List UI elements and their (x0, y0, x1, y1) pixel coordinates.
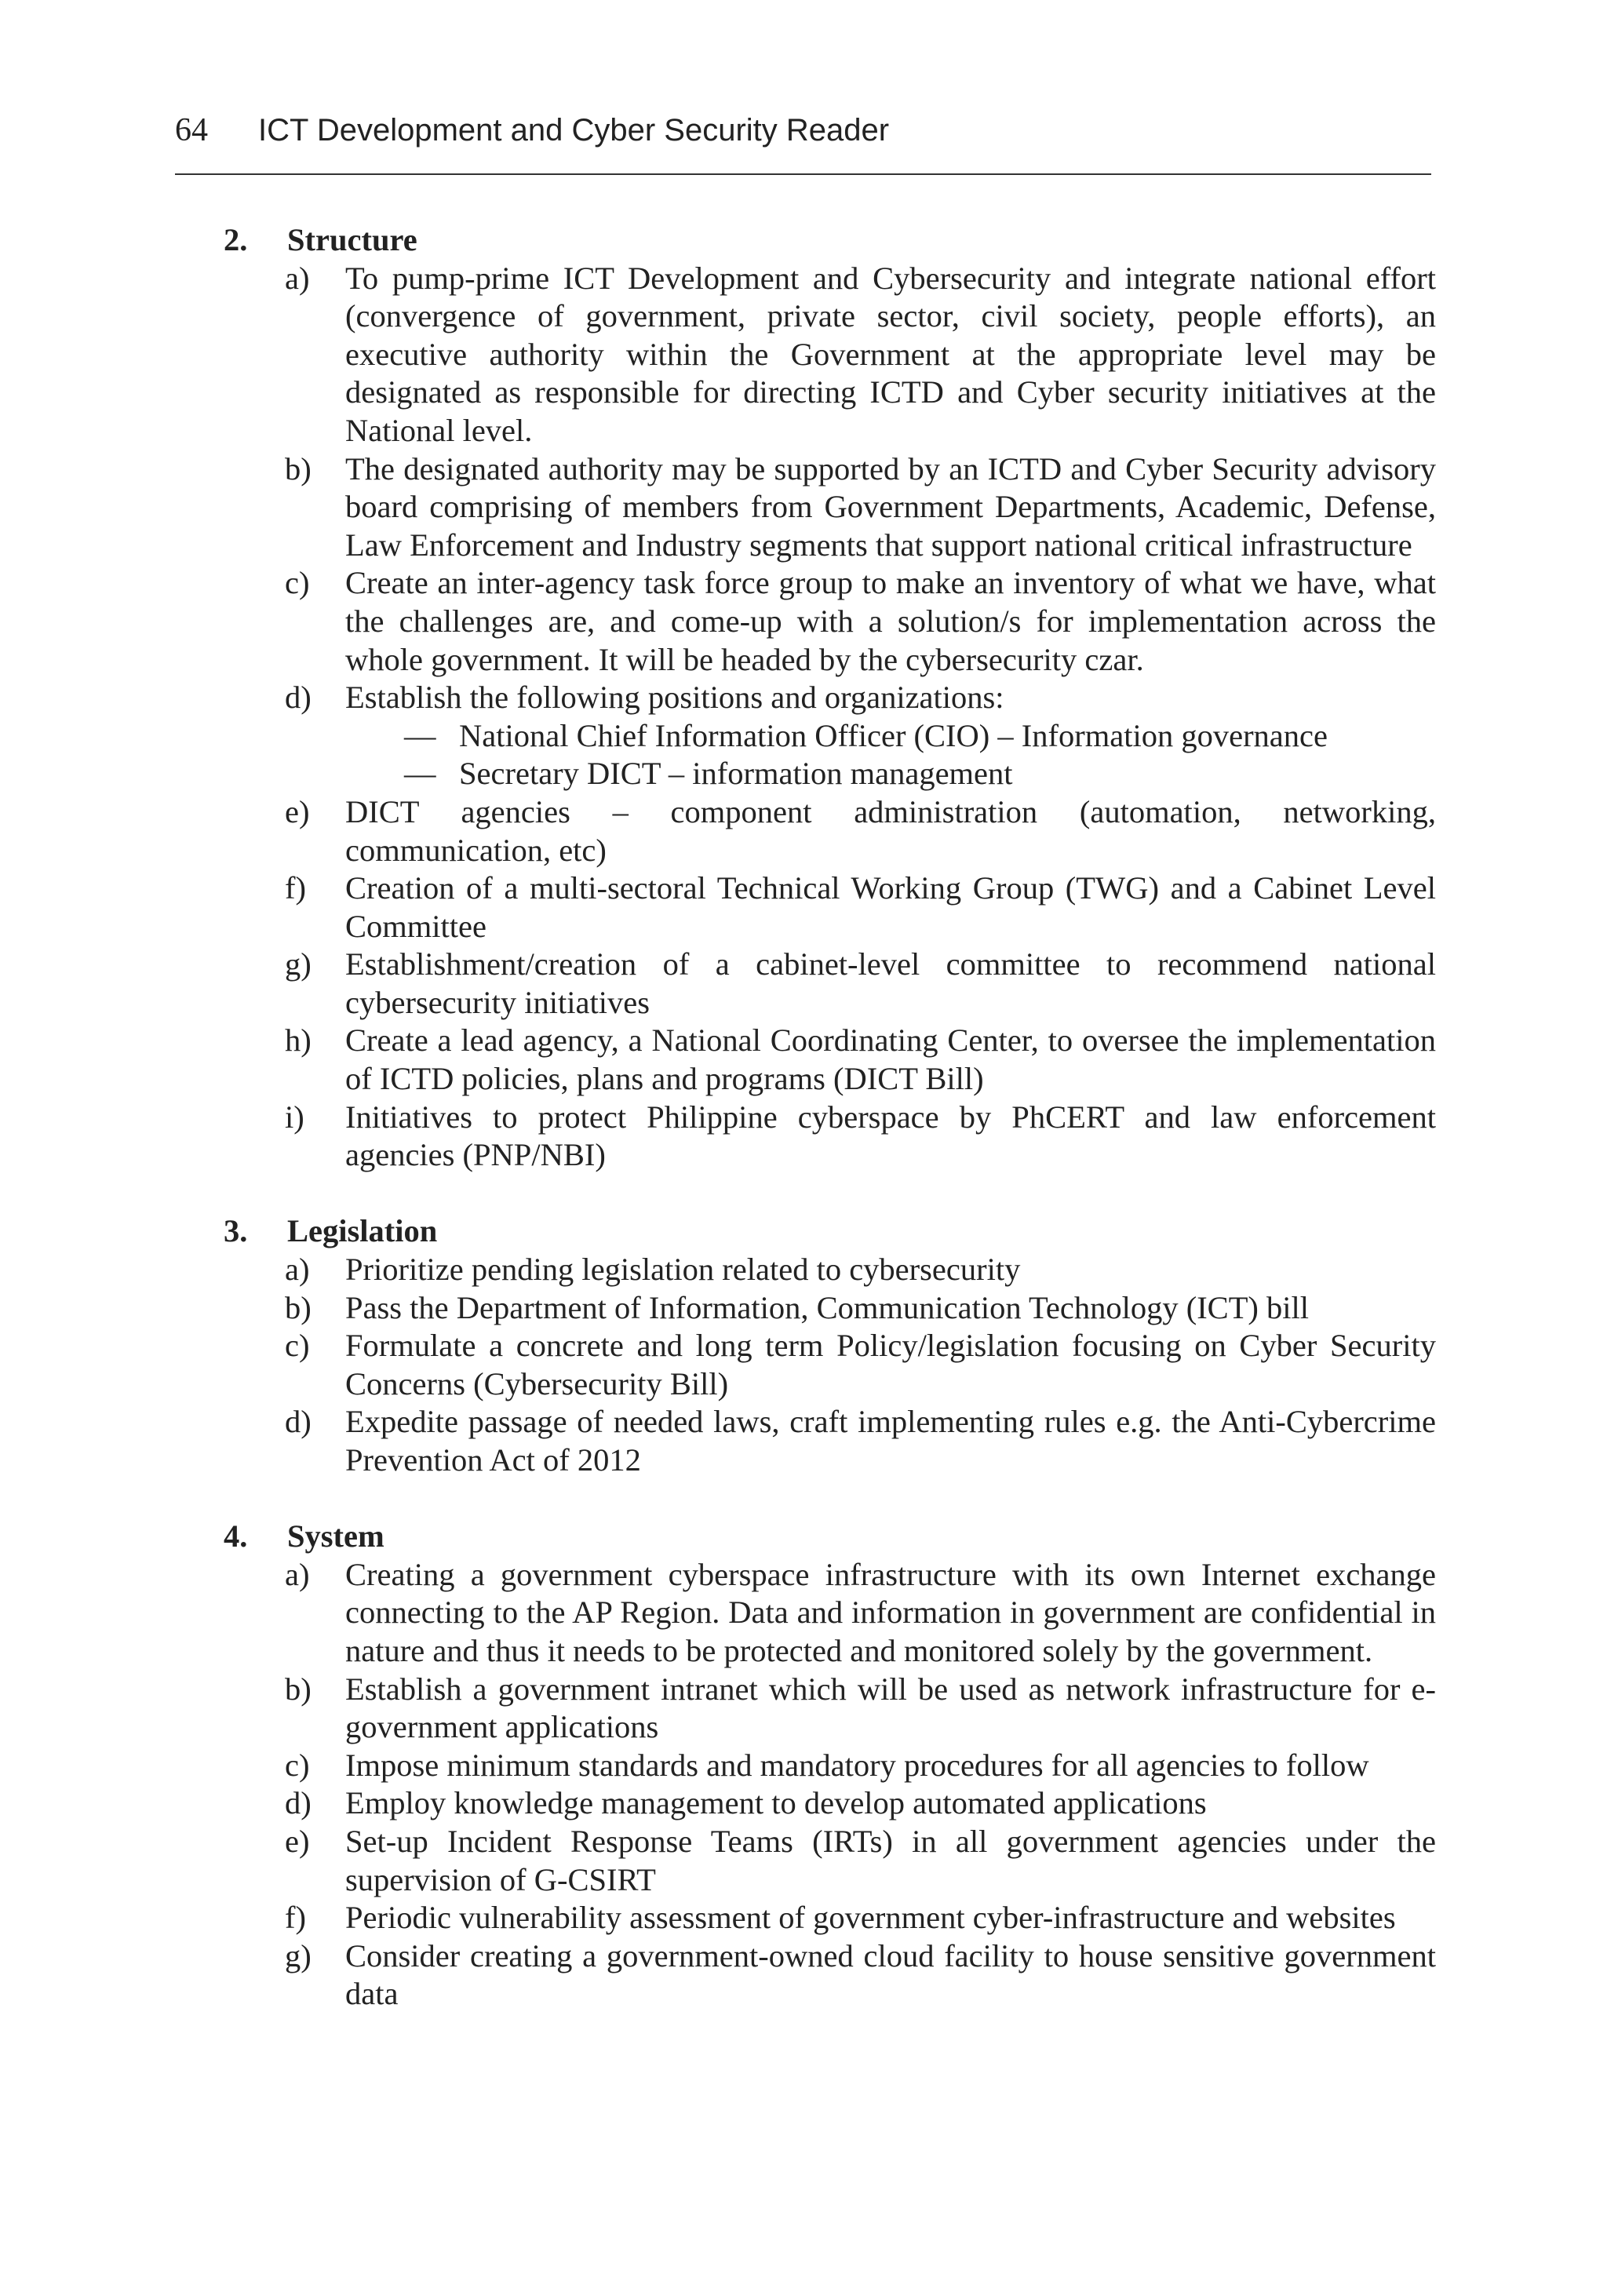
item-text: Set-up Incident Response Teams (IRTs) in all government agencies under the supervision of G-CSIRT (345, 1823, 1436, 1897)
dash-bullet: — (404, 756, 436, 792)
sub-item (224, 717, 1436, 756)
item-text: Expedite passage of needed laws, craft implementing rules e.g. the Anti-Cybercrime Prevention Act of 2012 (345, 1404, 1436, 1478)
item-letter: e) (285, 793, 310, 829)
item-letter: c) (285, 565, 310, 601)
list-item (224, 1747, 1436, 1785)
list-item (224, 946, 1436, 1022)
item-letter: a) (285, 260, 310, 296)
item-letter: e) (285, 1823, 310, 1859)
sub-item-text: National Chief Information Officer (CIO) – Information governance (459, 717, 1328, 753)
item-letter: a) (285, 1556, 310, 1592)
section-structure (224, 221, 1436, 1175)
item-text: Impose minimum standards and mandatory procedures for all agencies to follow (345, 1747, 1369, 1783)
item-text: Prioritize pending legislation related to cybersecurity (345, 1252, 1021, 1288)
item-text: Creating a government cyberspace infrastructure with its own Internet exchange connecting to the AP Region. Data and information in government are confidential in nature and thus it needs to be protected and monitored solely by the government. (345, 1556, 1436, 1668)
item-text: The designated authority may be supported by an ICTD and Cyber Security advisory board comprising of members from Government Departments, Academic, Defense, Law Enforcement and Industry segments that support national critical infrastructure (345, 450, 1436, 563)
list-item (224, 1784, 1436, 1823)
section-title: Legislation (287, 1213, 438, 1249)
item-letter: f) (285, 1900, 306, 1936)
section-heading (224, 1518, 1436, 1556)
section-number: 4. (224, 1518, 248, 1554)
list-item (224, 1556, 1436, 1671)
section-legislation (224, 1212, 1436, 1479)
list-item (224, 1289, 1436, 1328)
header-rule (175, 173, 1431, 175)
list-item (224, 1022, 1436, 1098)
item-letter: d) (285, 680, 312, 716)
item-text: Consider creating a government-owned cloud facility to house sensitive government data (345, 1937, 1436, 2012)
page-number: 64 (175, 112, 208, 148)
section-number: 3. (224, 1213, 248, 1249)
item-letter: h) (285, 1022, 312, 1059)
list-item (224, 1327, 1436, 1403)
item-text: Create a lead agency, a National Coordinating Center, to oversee the implementation of ICTD policies, plans and programs (DICT Bill) (345, 1022, 1436, 1097)
list-item (224, 260, 1436, 450)
section-heading (224, 1212, 1436, 1251)
list-item (224, 564, 1436, 679)
list-item (224, 1671, 1436, 1747)
item-text: Initiatives to protect Philippine cyberspace by PhCERT and law enforcement agencies (PNP/NBI) (345, 1099, 1436, 1173)
item-letter: c) (285, 1747, 310, 1783)
item-text: Formulate a concrete and long term Policy/legislation focusing on Cyber Security Concerns (Cybersecurity Bill) (345, 1328, 1436, 1401)
item-text: DICT agencies – component administration (automation, networking, communication, etc) (345, 793, 1436, 868)
item-letter: b) (285, 1671, 312, 1707)
list-item (224, 1251, 1436, 1289)
item-letter: g) (285, 1937, 312, 1973)
list-item (224, 1403, 1436, 1479)
item-text: Pass the Department of Information, Communication Technology (ICT) bill (345, 1289, 1310, 1325)
item-text: Creation of a multi-sectoral Technical Working Group (TWG) and a Cabinet Level Committee (345, 870, 1436, 944)
sub-item-text: Secretary DICT – information management (459, 756, 1013, 792)
dash-bullet: — (404, 717, 436, 753)
item-letter: a) (285, 1252, 310, 1288)
section-number: 2. (224, 222, 248, 257)
item-letter: d) (285, 1785, 312, 1821)
item-letter: b) (285, 1289, 312, 1325)
item-letter: c) (285, 1328, 310, 1364)
item-text: Create an inter-agency task force group to make an inventory of what we have, what the challenges are, and come-up with a solution/s for implementation across the whole government. It will be headed by the cybersecurity czar. (345, 565, 1436, 677)
section-title: System (287, 1518, 384, 1554)
item-letter: f) (285, 870, 306, 906)
item-text: Periodic vulnerability assessment of government cyber-infrastructure and websites (345, 1900, 1396, 1936)
item-letter: i) (285, 1099, 304, 1135)
body-content (224, 221, 1436, 2052)
list-item (224, 679, 1436, 717)
list-item (224, 1899, 1436, 1937)
item-letter: d) (285, 1404, 312, 1440)
item-letter: g) (285, 946, 312, 982)
page-header (175, 110, 1431, 151)
list-item (224, 1823, 1436, 1899)
list-item (224, 450, 1436, 565)
list-item (224, 1099, 1436, 1175)
section-system (224, 1518, 1436, 2014)
list-item (224, 793, 1436, 869)
item-text: Employ knowledge management to develop automated applications (345, 1785, 1207, 1821)
item-text: To pump-prime ICT Development and Cybersecurity and integrate national effort (convergence of government, private sector, civil society, people efforts), an executive authority within the Government at the appropriate level may be designated as responsible for directing ICTD and Cyber security initiatives at the National level. (345, 260, 1436, 448)
section-heading (224, 221, 1436, 260)
list-item (224, 869, 1436, 946)
item-text: Establish a government intranet which will be used as network infrastructure for e-government applications (345, 1671, 1436, 1745)
section-title: Structure (287, 222, 417, 257)
list-item (224, 1937, 1436, 2014)
item-text: Establishment/creation of a cabinet-level committee to recommend national cybersecurity initiatives (345, 946, 1436, 1020)
running-title: ICT Development and Cyber Security Reader (258, 113, 890, 148)
item-text: Establish the following positions and organizations: (345, 680, 1004, 716)
sub-item (224, 755, 1436, 793)
item-letter: b) (285, 450, 312, 487)
